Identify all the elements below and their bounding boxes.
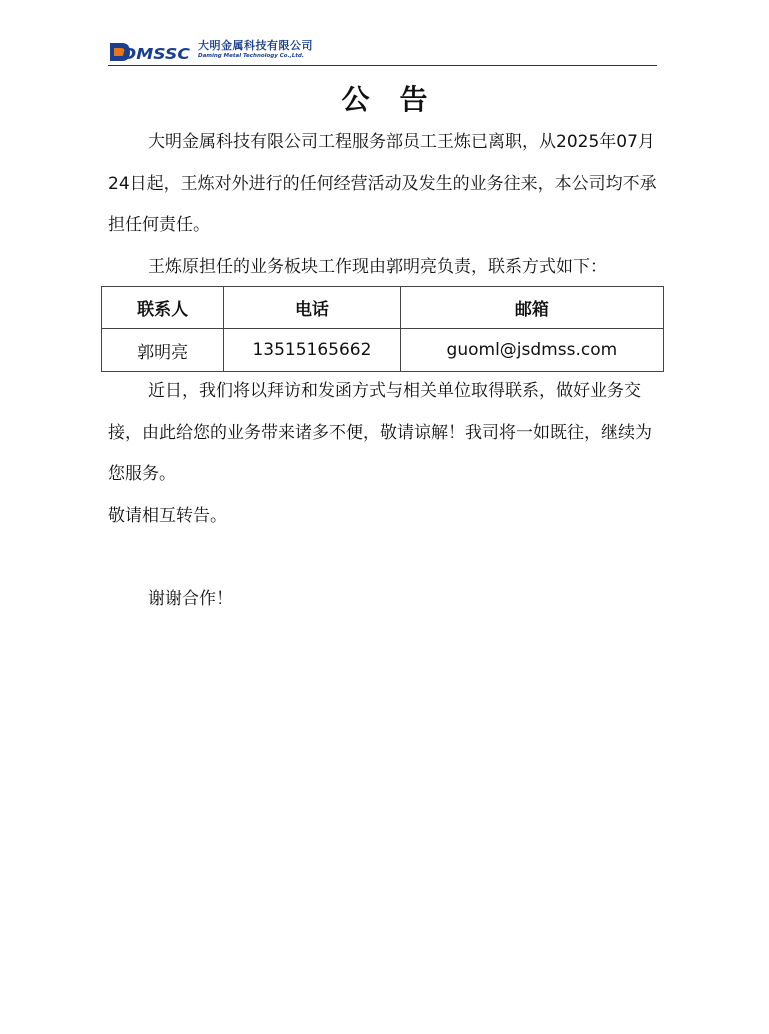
notice-paragraph-3: 近日，我们将以拜访和发函方式与相关单位取得联系，做好业务交接，由此给您的业务带来诸多不便，敬请谅解！我司将一如既往，继续为您服务。 xyxy=(108,381,652,484)
contact-name-cell: 郭明亮 xyxy=(102,329,224,372)
table-header-row xyxy=(102,287,664,329)
header-divider xyxy=(108,65,657,66)
letterhead xyxy=(108,38,656,66)
company-name-cn: 大明金属科技有限公司 xyxy=(198,39,313,52)
table-header-contact: 联系人 xyxy=(102,287,224,329)
notice-paragraph-2: 王炼原担任的业务板块工作现由郭明亮负责，联系方式如下： xyxy=(148,257,607,277)
table-header-email: 邮箱 xyxy=(400,287,663,329)
contact-email-cell: guoml@jsdmss.com xyxy=(400,329,663,372)
contact-phone-cell: 13515165662 xyxy=(224,329,401,372)
company-name xyxy=(198,40,313,60)
notice-paragraph-4: 敬请相互转告。 xyxy=(108,506,227,526)
notice-paragraph-1: 大明金属科技有限公司工程服务部员工王炼已离职，从2025年07月24日起，王炼对外进行的任何经营活动及发生的业务往来，本公司均不承担任何责任。 xyxy=(108,132,657,235)
notice-title: 公告 xyxy=(341,83,458,116)
company-name-en: Daming Metal Technology Co.,Ltd. xyxy=(198,53,304,59)
closing-text: 谢谢合作！ xyxy=(148,589,233,609)
logo-mark-text: DMSSC xyxy=(122,45,190,63)
table-header-phone: 电话 xyxy=(224,287,401,329)
table-row xyxy=(102,329,664,372)
contact-table xyxy=(101,286,664,372)
company-logo-icon xyxy=(108,40,192,64)
